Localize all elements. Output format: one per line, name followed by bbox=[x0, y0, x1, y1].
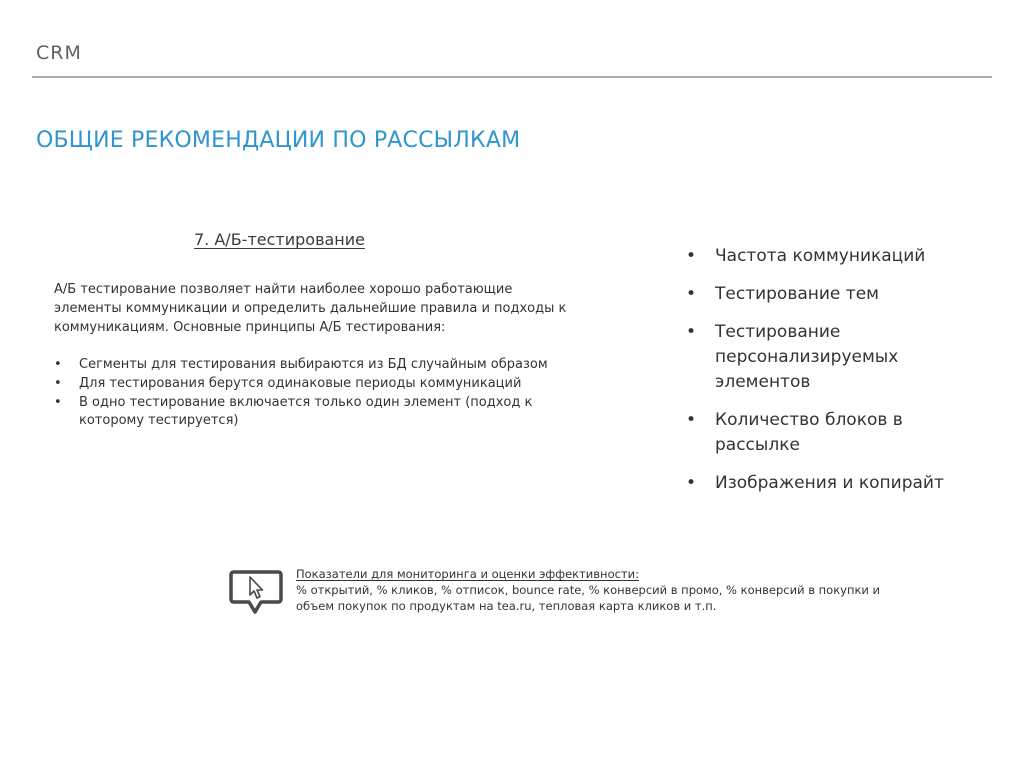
topics-list bbox=[686, 244, 986, 509]
topic-text: Изображения и копирайт bbox=[715, 473, 944, 493]
bullet: • bbox=[54, 357, 62, 372]
topic-item bbox=[686, 244, 986, 269]
bullet: • bbox=[686, 322, 697, 342]
bullet: • bbox=[54, 395, 62, 410]
metrics-note bbox=[296, 566, 916, 614]
principle-text: В одно тестирование включается только один элемент (подход к которому тестируется) bbox=[79, 395, 533, 428]
topic-text: Количество блоков в рассылке bbox=[715, 410, 903, 455]
intro-line: коммуникациям. Основные принципы А/Б тестирования: bbox=[54, 320, 446, 335]
principle-item bbox=[54, 375, 574, 393]
section-title: 7. А/Б-тестирование bbox=[194, 230, 365, 249]
topic-item bbox=[686, 320, 986, 395]
topic-item bbox=[686, 471, 986, 496]
topic-item bbox=[686, 408, 986, 458]
metrics-note-line: % открытий, % кликов, % отписок, bounce rate, % конверсий в промо, % конверсий в покупки и bbox=[296, 583, 881, 597]
header-divider bbox=[32, 76, 992, 78]
bullet: • bbox=[686, 410, 697, 430]
principle-text: Для тестирования берутся одинаковые периоды коммуникаций bbox=[79, 376, 522, 391]
topic-text: Тестирование персонализируемых элементов bbox=[715, 322, 899, 392]
principle-text: Сегменты для тестирования выбираются из БД случайным образом bbox=[79, 357, 548, 372]
metrics-note-heading: Показатели для мониторинга и оценки эффективности: bbox=[296, 567, 639, 581]
bullet: • bbox=[54, 376, 62, 391]
topic-text: Частота коммуникаций bbox=[715, 246, 926, 266]
principle-item bbox=[54, 394, 574, 430]
page-title: ОБЩИЕ РЕКОМЕНДАЦИИ ПО РАССЫЛКАМ bbox=[36, 128, 521, 153]
intro-line: А/Б тестирование позволяет найти наиболее хорошо работающие bbox=[54, 282, 513, 297]
topic-text: Тестирование тем bbox=[715, 284, 879, 304]
principles-list bbox=[54, 356, 574, 431]
topic-item bbox=[686, 282, 986, 307]
speech-bubble-cursor-icon bbox=[228, 568, 284, 618]
bullet: • bbox=[686, 473, 697, 493]
section-intro bbox=[54, 280, 584, 337]
bullet: • bbox=[686, 284, 697, 304]
header-label: CRM bbox=[36, 42, 82, 64]
bullet: • bbox=[686, 246, 697, 266]
intro-line: элементы коммуникации и определить дальнейшие правила и подходы к bbox=[54, 301, 567, 316]
metrics-note-line: объем покупок по продуктам на tea.ru, тепловая карта кликов и т.п. bbox=[296, 599, 717, 613]
principle-item bbox=[54, 356, 574, 374]
